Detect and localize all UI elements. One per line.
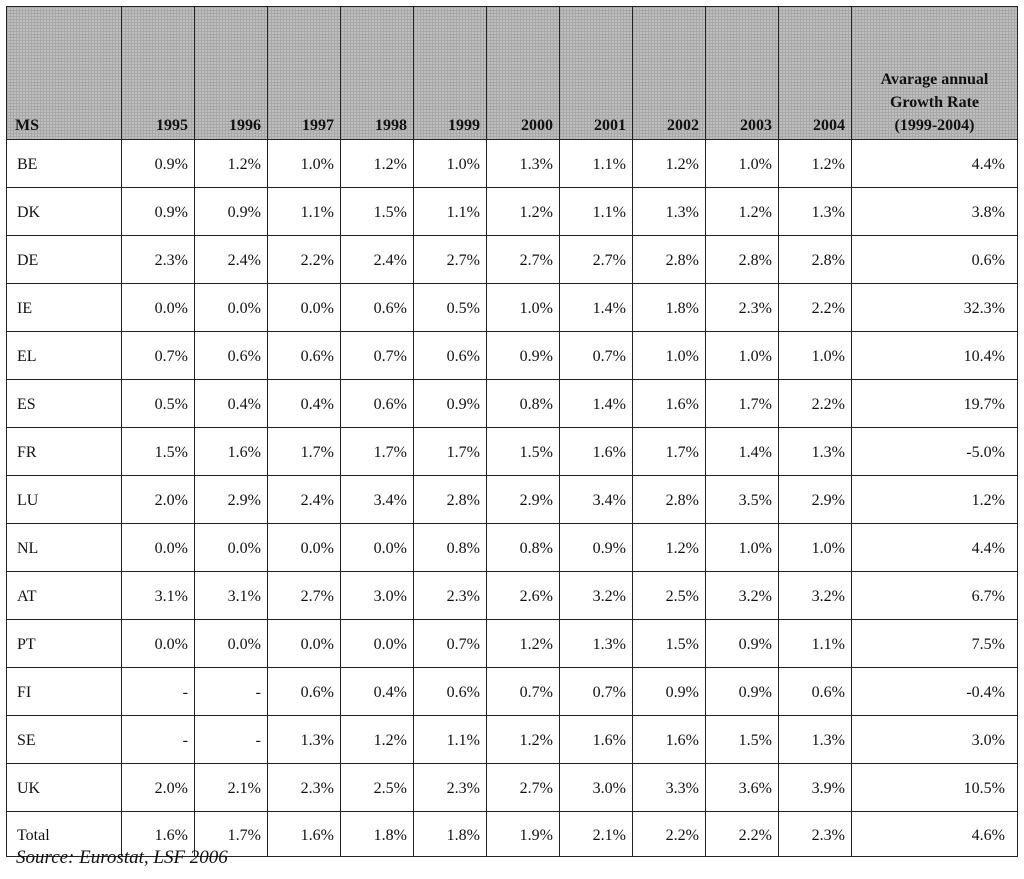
table-row [7,332,1018,380]
cell-year-value: 1.2% [633,140,706,188]
cell-year-value: 1.0% [779,524,852,572]
cell-member-state: ES [7,380,122,428]
cell-year-value: 2.3% [414,764,487,812]
cell-year-value: 1.1% [779,620,852,668]
cell-year-value: 1.3% [633,188,706,236]
cell-member-state: LU [7,476,122,524]
table-row [7,380,1018,428]
table-row [7,476,1018,524]
cell-year-value: 2.3% [706,284,779,332]
cell-year-value: 0.9% [706,668,779,716]
cell-year-value: 0.9% [487,332,560,380]
cell-growth-rate: 10.5% [852,764,1018,812]
cell-year-value: 1.0% [487,284,560,332]
cell-year-value: 2.2% [706,812,779,857]
cell-year-value: 2.1% [560,812,633,857]
cell-year-value: 1.0% [414,140,487,188]
cell-year-value: 3.4% [560,476,633,524]
table-row [7,428,1018,476]
cell-growth-rate: 7.5% [852,620,1018,668]
cell-year-value: 1.3% [268,716,341,764]
cell-year-value: 2.8% [633,236,706,284]
cell-year-value: 1.5% [487,428,560,476]
header-year: 2001 [560,7,633,140]
table-row [7,620,1018,668]
cell-year-value: 2.7% [560,236,633,284]
cell-year-value: 0.9% [633,668,706,716]
cell-year-value: 1.5% [341,188,414,236]
cell-member-state: DK [7,188,122,236]
cell-year-value: 2.9% [779,476,852,524]
cell-year-value: 0.4% [341,668,414,716]
cell-year-value: 2.7% [487,764,560,812]
cell-year-value: 0.8% [414,524,487,572]
cell-year-value: 0.0% [341,620,414,668]
cell-year-value: 1.7% [341,428,414,476]
cell-year-value: 2.0% [122,476,195,524]
cell-year-value: 1.6% [122,812,195,857]
header-year: 1995 [122,7,195,140]
header-year: 1998 [341,7,414,140]
cell-year-value: 3.2% [560,572,633,620]
cell-year-value: 1.5% [633,620,706,668]
cell-year-value: 2.7% [414,236,487,284]
cell-member-state: FR [7,428,122,476]
cell-growth-rate: 19.7% [852,380,1018,428]
cell-year-value: - [122,716,195,764]
cell-year-value: 0.0% [341,524,414,572]
cell-year-value: 1.1% [414,188,487,236]
table-row [7,188,1018,236]
cell-year-value: 2.0% [122,764,195,812]
cell-year-value: 1.8% [414,812,487,857]
table-row [7,668,1018,716]
source-note: Source: Eurostat, LSF 2006 [16,847,228,868]
cell-year-value: 2.8% [706,236,779,284]
cell-growth-rate: 4.4% [852,524,1018,572]
cell-year-value: 1.1% [560,140,633,188]
cell-year-value: 0.9% [560,524,633,572]
cell-year-value: 3.2% [706,572,779,620]
cell-year-value: 1.0% [268,140,341,188]
cell-member-state: NL [7,524,122,572]
cell-year-value: 2.5% [341,764,414,812]
cell-year-value: 2.3% [779,812,852,857]
table-row [7,716,1018,764]
table-body [7,140,1018,857]
cell-year-value: 0.0% [122,284,195,332]
cell-year-value: 0.6% [341,380,414,428]
cell-year-value: 1.6% [268,812,341,857]
cell-year-value: 1.6% [633,380,706,428]
cell-year-value: 1.2% [487,716,560,764]
cell-year-value: 0.0% [122,620,195,668]
cell-year-value: 3.1% [195,572,268,620]
cell-year-value: 2.4% [341,236,414,284]
cell-year-value: 0.9% [706,620,779,668]
cell-year-value: 0.6% [268,332,341,380]
cell-year-value: 1.2% [706,188,779,236]
cell-growth-rate: -5.0% [852,428,1018,476]
cell-year-value: 2.2% [633,812,706,857]
header-growth-line: Avarage annual [880,71,989,88]
header-year: 2004 [779,7,852,140]
cell-year-value: 1.5% [706,716,779,764]
cell-year-value: 3.5% [706,476,779,524]
cell-member-state: DE [7,236,122,284]
cell-year-value: 0.0% [268,284,341,332]
cell-year-value: 1.0% [633,332,706,380]
cell-year-value: 2.3% [268,764,341,812]
cell-member-state: BE [7,140,122,188]
cell-member-state: EL [7,332,122,380]
cell-member-state: PT [7,620,122,668]
cell-year-value: 0.7% [560,668,633,716]
cell-year-value: 0.6% [195,332,268,380]
cell-year-value: 3.2% [779,572,852,620]
cell-year-value: 2.9% [487,476,560,524]
cell-year-value: 0.0% [195,524,268,572]
cell-year-value: 0.9% [122,188,195,236]
header-growth-line: Growth Rate [889,94,980,111]
cell-year-value: 0.4% [195,380,268,428]
cell-year-value: 1.5% [122,428,195,476]
table-header [7,7,1018,140]
cell-year-value: 2.8% [779,236,852,284]
cell-year-value: 0.0% [122,524,195,572]
cell-year-value: 1.2% [487,620,560,668]
header-year: 2000 [487,7,560,140]
cell-year-value: 1.7% [195,812,268,857]
cell-year-value: 1.3% [487,140,560,188]
cell-year-value: 0.0% [268,620,341,668]
table-row [7,284,1018,332]
header-year: 2002 [633,7,706,140]
header-row [7,7,1018,140]
cell-year-value: 2.2% [779,380,852,428]
cell-year-value: 1.3% [779,188,852,236]
cell-year-value: 3.6% [706,764,779,812]
cell-member-state: UK [7,764,122,812]
cell-growth-rate: 1.2% [852,476,1018,524]
cell-year-value: - [122,668,195,716]
cell-year-value: 3.1% [122,572,195,620]
cell-year-value: - [195,668,268,716]
cell-year-value: - [195,716,268,764]
cell-year-value: 0.0% [195,620,268,668]
cell-year-value: 0.6% [414,668,487,716]
cell-year-value: 1.7% [706,380,779,428]
cell-year-value: 0.8% [487,524,560,572]
header-growth-line: (1999-2004) [894,117,975,134]
cell-year-value: 2.3% [414,572,487,620]
cell-year-value: 2.2% [779,284,852,332]
cell-year-value: 0.6% [779,668,852,716]
cell-year-value: 0.0% [195,284,268,332]
cell-year-value: 2.6% [487,572,560,620]
table-row [7,572,1018,620]
cell-member-state: FI [7,668,122,716]
cell-year-value: 0.4% [268,380,341,428]
cell-year-value: 1.0% [706,332,779,380]
cell-year-value: 3.4% [341,476,414,524]
cell-year-value: 0.8% [487,380,560,428]
cell-member-state: Total [7,812,122,857]
cell-year-value: 1.2% [341,716,414,764]
cell-growth-rate: 10.4% [852,332,1018,380]
cell-year-value: 1.8% [341,812,414,857]
growth-rate-table [6,6,1018,857]
cell-year-value: 1.0% [779,332,852,380]
header-year: 1997 [268,7,341,140]
table-row [7,140,1018,188]
cell-year-value: 2.4% [268,476,341,524]
header-year: 1999 [414,7,487,140]
cell-year-value: 0.6% [414,332,487,380]
cell-year-value: 0.6% [268,668,341,716]
cell-year-value: 1.2% [341,140,414,188]
table-row [7,236,1018,284]
cell-year-value: 1.2% [195,140,268,188]
cell-year-value: 0.5% [122,380,195,428]
cell-growth-rate: -0.4% [852,668,1018,716]
table-row [7,764,1018,812]
cell-year-value: 1.6% [195,428,268,476]
cell-year-value: 2.3% [122,236,195,284]
cell-year-value: 2.8% [633,476,706,524]
cell-year-value: 1.0% [706,524,779,572]
cell-year-value: 1.6% [560,428,633,476]
cell-growth-rate: 4.4% [852,140,1018,188]
cell-year-value: 0.0% [268,524,341,572]
cell-year-value: 1.2% [633,524,706,572]
cell-year-value: 0.5% [414,284,487,332]
cell-year-value: 2.1% [195,764,268,812]
cell-year-value: 1.7% [414,428,487,476]
cell-year-value: 2.7% [487,236,560,284]
cell-growth-rate: 32.3% [852,284,1018,332]
cell-year-value: 1.1% [414,716,487,764]
cell-growth-rate: 6.7% [852,572,1018,620]
cell-year-value: 1.2% [779,140,852,188]
cell-year-value: 1.7% [268,428,341,476]
cell-year-value: 0.7% [414,620,487,668]
cell-year-value: 1.3% [779,428,852,476]
cell-year-value: 2.4% [195,236,268,284]
cell-year-value: 0.9% [122,140,195,188]
cell-year-value: 1.3% [779,716,852,764]
cell-year-value: 3.3% [633,764,706,812]
cell-year-value: 1.6% [560,716,633,764]
cell-year-value: 0.9% [414,380,487,428]
cell-member-state: SE [7,716,122,764]
header-ms: MS [7,7,122,140]
cell-growth-rate: 0.6% [852,236,1018,284]
cell-year-value: 2.5% [633,572,706,620]
cell-year-value: 1.1% [560,188,633,236]
cell-year-value: 2.9% [195,476,268,524]
cell-year-value: 0.7% [341,332,414,380]
cell-year-value: 3.9% [779,764,852,812]
cell-year-value: 3.0% [560,764,633,812]
cell-year-value: 1.7% [633,428,706,476]
cell-year-value: 0.9% [195,188,268,236]
cell-year-value: 1.9% [487,812,560,857]
cell-year-value: 1.4% [560,284,633,332]
cell-member-state: AT [7,572,122,620]
cell-year-value: 0.7% [487,668,560,716]
cell-growth-rate: 4.6% [852,812,1018,857]
cell-year-value: 0.7% [560,332,633,380]
cell-year-value: 1.8% [633,284,706,332]
cell-growth-rate: 3.8% [852,188,1018,236]
cell-year-value: 1.6% [633,716,706,764]
cell-year-value: 2.2% [268,236,341,284]
table-row [7,524,1018,572]
cell-year-value: 2.8% [414,476,487,524]
cell-year-value: 1.2% [487,188,560,236]
cell-year-value: 1.1% [268,188,341,236]
cell-member-state: IE [7,284,122,332]
cell-year-value: 1.4% [560,380,633,428]
cell-year-value: 1.3% [560,620,633,668]
header-year: 2003 [706,7,779,140]
cell-year-value: 2.7% [268,572,341,620]
cell-year-value: 0.7% [122,332,195,380]
cell-growth-rate: 3.0% [852,716,1018,764]
header-growth-rate [852,7,1018,140]
cell-year-value: 0.6% [341,284,414,332]
header-year: 1996 [195,7,268,140]
cell-year-value: 3.0% [341,572,414,620]
cell-year-value: 1.4% [706,428,779,476]
cell-year-value: 1.0% [706,140,779,188]
